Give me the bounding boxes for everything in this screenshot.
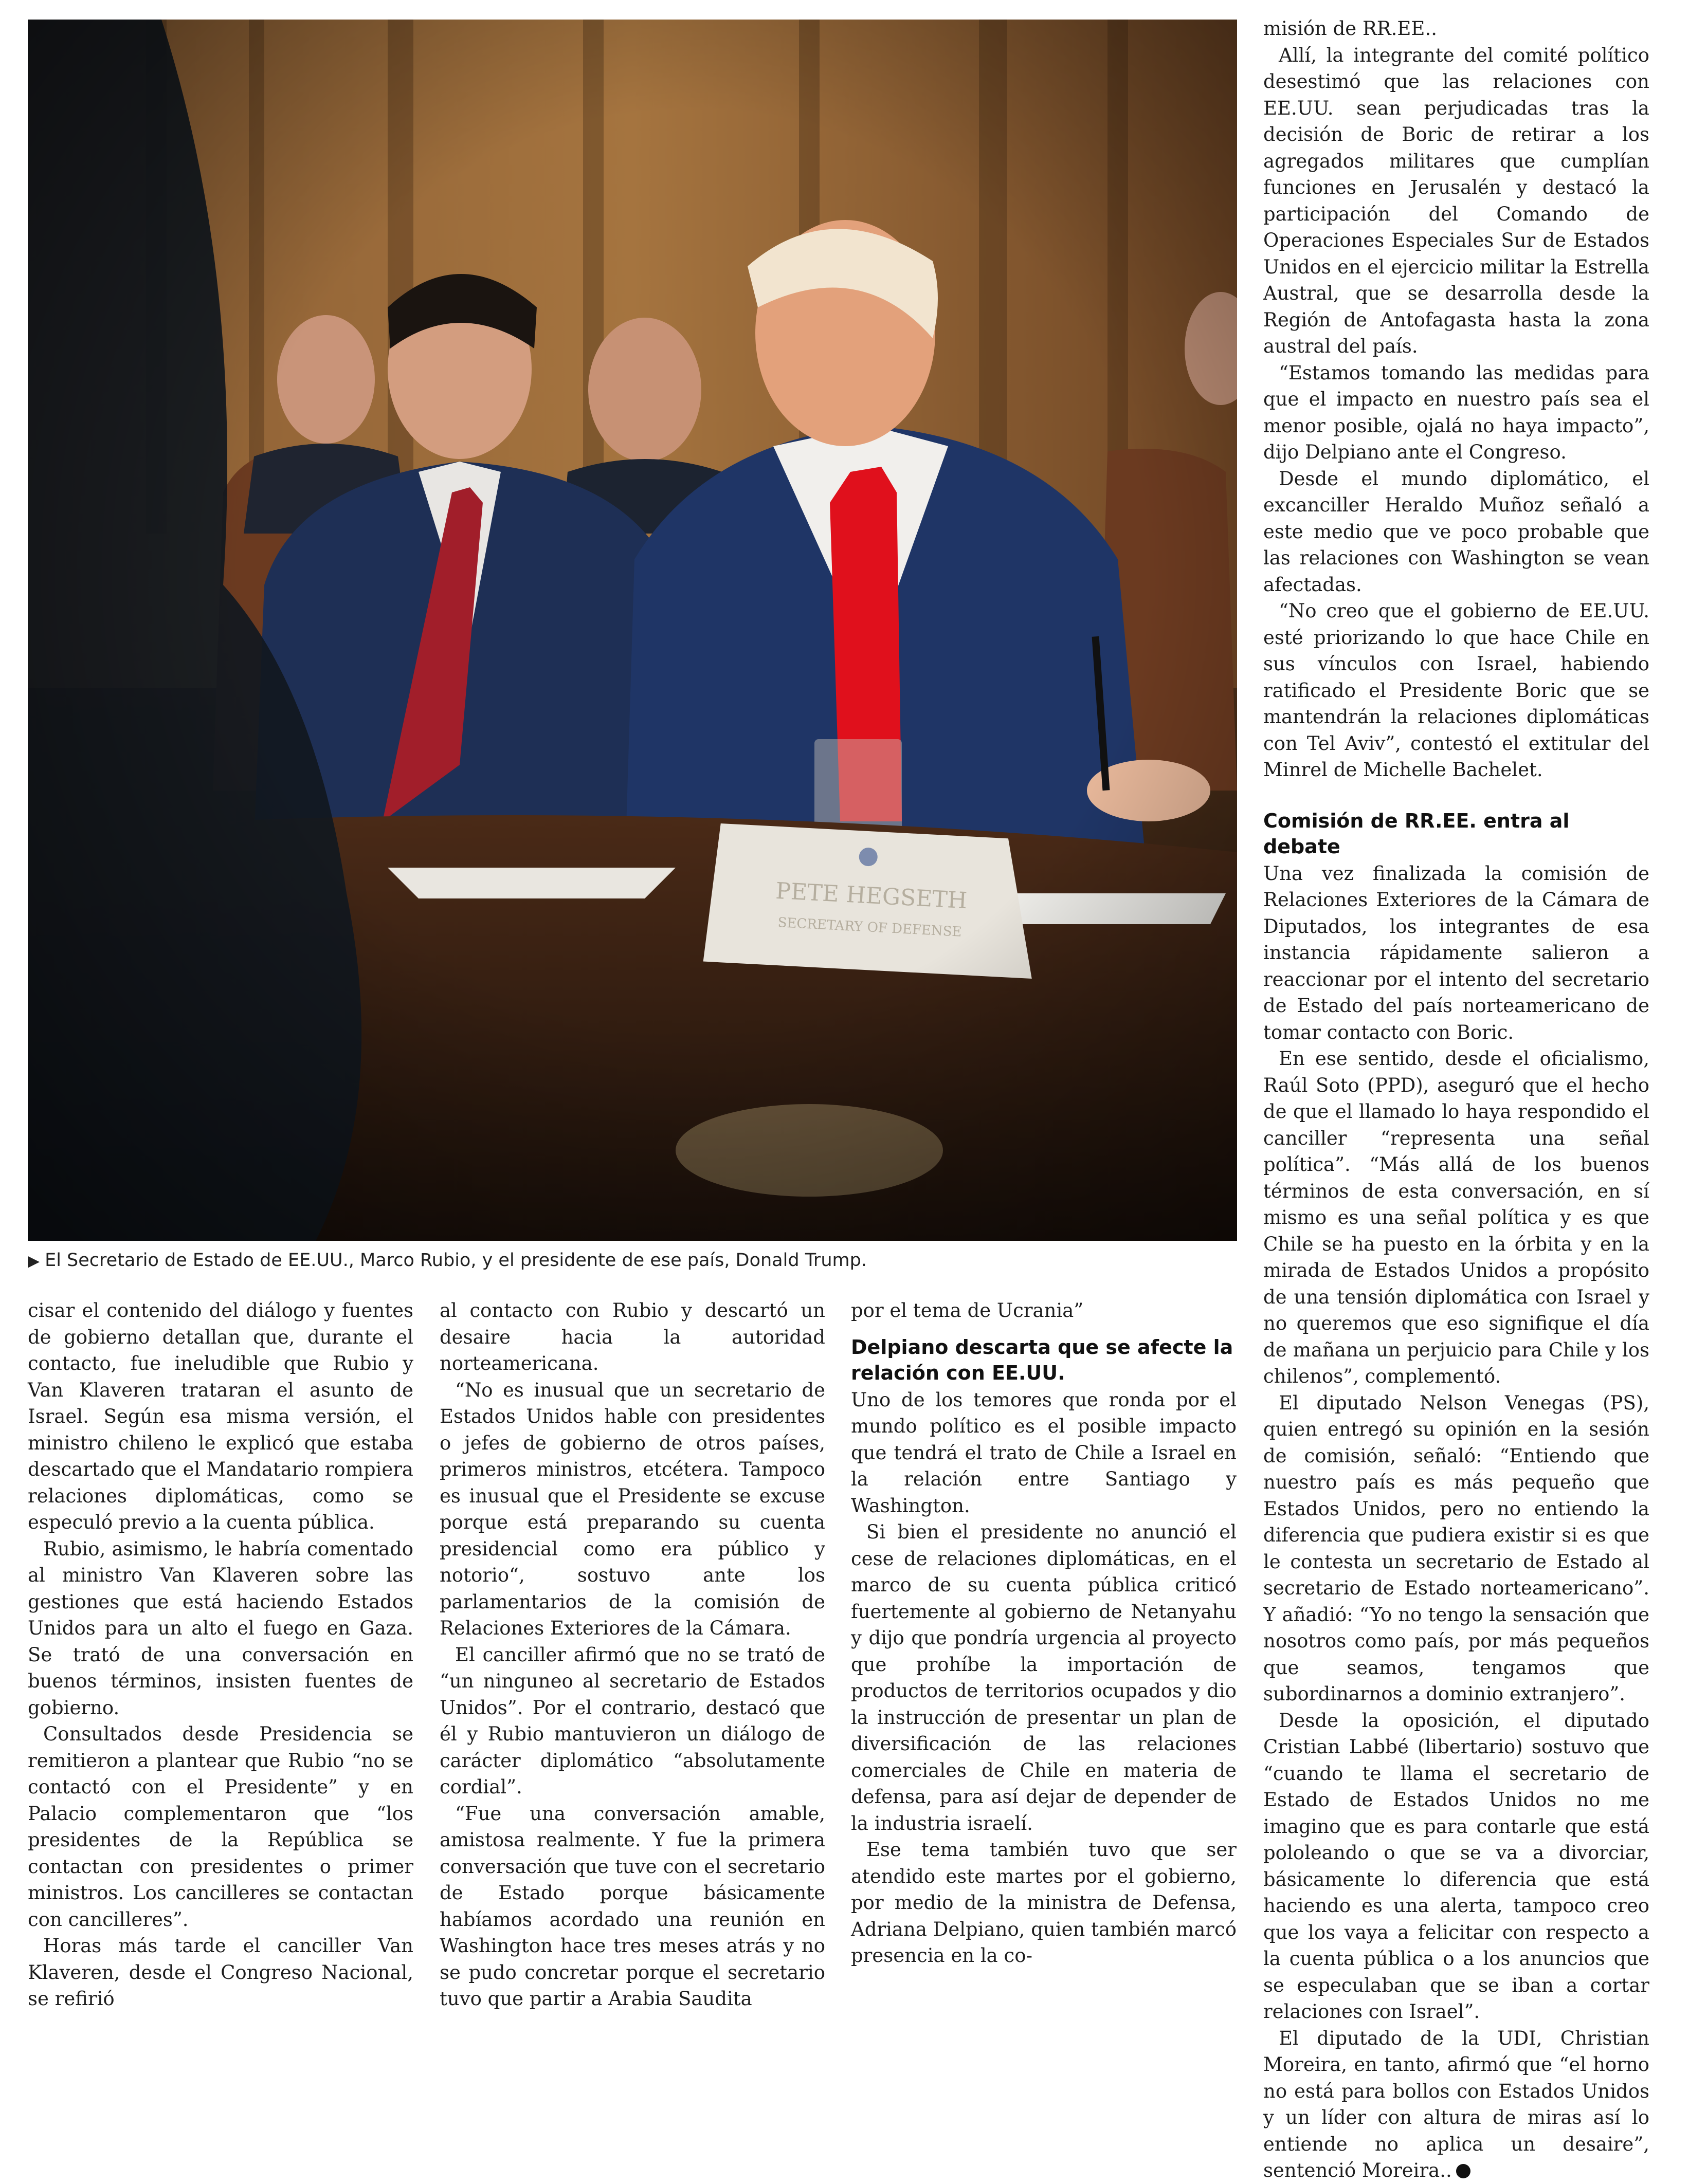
paragraph: Allí, la integrante del comité político desestimó que las relaciones con EE.UU. sean perjudicadas tras la decisión de Boric de retirar a los agregados militares que cumplían funciones en Jerusalén y destacó la participación del Comando de Operaciones Especiales Sur de Estados Unidos en el ejercicio militar la Estrella Austral, que se desarrolla desde la Región de Antofagasta hasta la zona austral del país. bbox=[1263, 44, 1649, 357]
paragraph: Ese tema también tuvo que ser atendido este martes por el gobierno, por medio de la ministra de Defensa, Adriana Delpiano, quien también marcó presencia en la co- bbox=[851, 1839, 1237, 1967]
paragraph: Desde la oposición, el diputado Cristian Labbé (libertario) sostuvo que “cuando te llama el secretario de Estado de Estados Unidos no me imagino que es para contarle que está pololeando o que se va a divorciar, básicamente lo diferencia que está haciendo es una alerta, tampoco creo que los vaya a felicitar con respecto a la cuenta pública o a los anuncios que se especulaban que se iban a cortar relaciones con Israel”. bbox=[1263, 1709, 1649, 2023]
article-column-4 bbox=[1263, 15, 1649, 2184]
news-photo bbox=[28, 20, 1237, 1241]
paragraph: “No es inusual que un secretario de Estados Unidos hable con presidentes o jefes de gobierno de otros países, primeros ministros, etcétera. Tampoco es inusual que el Presidente se excuse porque está preparando su cuenta presidencial como era público y notorio“, sostuvo ante los parlamentarios de la comisión de Relaciones Exteriores de la Cámara. bbox=[440, 1379, 825, 1639]
paragraph: “Estamos tomando las medidas para que el impacto en nuestro país sea el menor posible, ojalá no haya impacto”, dijo Delpiano ante el Congreso. bbox=[1263, 361, 1649, 463]
caption-text: El Secretario de Estado de EE.UU., Marco Rubio, y el presidente de ese país, Donald Trump. bbox=[45, 1250, 867, 1271]
paragraph: misión de RR.EE.. bbox=[1263, 17, 1437, 40]
article-column-2 bbox=[440, 1297, 825, 2012]
subheading-delpiano: Delpiano descarta que se afecte la relación con EE.UU. bbox=[851, 1335, 1233, 1384]
caption-arrow-icon: ▶ bbox=[28, 1252, 40, 1270]
article-column-1 bbox=[28, 1297, 413, 2012]
paragraph: “Fue una conversación amable, amistosa realmente. Y fue la primera conversación que tuve con el secretario de Estado porque básicamente habíamos acordado una reunión en Washington hace tres meses atrás y no se pudo concretar porque el secretario tuvo que partir a Arabia Saudita bbox=[440, 1802, 825, 2010]
paragraph: Consultados desde Presidencia se remitieron a plantear que Rubio “no se contactó con el Presidente” y en Palacio complementaron que “los presidentes de la República se contactan con presidentes o primer ministros. Los cancilleres se contactan con cancilleres”. bbox=[28, 1723, 413, 1931]
paragraph: “No creo que el gobierno de EE.UU. esté priorizando lo que hace Chile en sus vínculos con Israel, habiendo ratificado el Presidente Boric que se mantendrán la relaciones diplomáticas con Tel Aviv”, contestó el extitular del Minrel de Michelle Bachelet. bbox=[1263, 600, 1649, 781]
paragraph: Desde el mundo diplomático, el excanciller Heraldo Muñoz señaló a este medio que ve poco probable que las relaciones con Washington se vean afectadas. bbox=[1263, 467, 1649, 596]
paragraph: Rubio, asimismo, le habría comentado al ministro Van Klaveren sobre las gestiones que está haciendo Estados Unidos para un alto el fuego en Gaza. Se trató de una conversación en buenos términos, insisten fuentes de gobierno. bbox=[28, 1537, 413, 1719]
paragraph: Horas más tarde el canciller Van Klaveren, desde el Congreso Nacional, se refirió bbox=[28, 1935, 413, 2010]
paragraph: Uno de los temores que ronda por el mundo político es el posible impacto que tendrá el trato de Chile a Israel en la relación entre Santiago y Washington. bbox=[851, 1388, 1237, 1517]
paragraph: cisar el contenido del diálogo y fuentes de gobierno detallan que, durante el contacto, fue ineludible que Rubio y Van Klaveren trataran el asunto de Israel. Según esa misma versión, el ministro chileno le explicó que estaba descartado que el Mandatario rompiera relaciones diplomáticas, como se especuló previo a la cuenta pública. bbox=[28, 1299, 413, 1533]
paragraph-final bbox=[1263, 2025, 1649, 2184]
end-mark-icon bbox=[1456, 2164, 1470, 2178]
photo-illustration bbox=[28, 20, 1237, 1241]
article-column-3 bbox=[851, 1297, 1237, 1969]
paragraph: Si bien el presidente no anunció el cese de relaciones diplomáticas, en el marco de su cuenta pública criticó fuertemente al gobierno de Netanyahu y dijo que pondría urgencia al proyecto que prohíbe la importación de productos de territorios ocupados y dio la instrucción de presentar un plan de diversificación de las relaciones comerciales de Chile en materia de defensa, para así dejar de depender de la industria israelí. bbox=[851, 1521, 1237, 1834]
paragraph: El canciller afirmó que no se trató de “un ninguneo al secretario de Estados Unidos”. Por el contrario, destacó que él y Rubio mantuvieron un diálogo de carácter diplomático “absolutamente cordial”. bbox=[440, 1643, 825, 1798]
subheading-comision: Comisión de RR.EE. entra al debate bbox=[1263, 809, 1570, 858]
paragraph: En ese sentido, desde el oficialismo, Raúl Soto (PPD), aseguró que el hecho de que el llamado lo haya respondido el canciller “representa una señal política”. “Más allá de los buenos términos de esta conversación, en sí mismo es una señal política y es que Chile se ha puesto en la órbita y en la mirada de Estados Unidos a propósito de una tensión diplomática con Israel y no queremos que eso signifique el día de mañana un perjuicio para Chile y los chilenos”, complementó. bbox=[1263, 1048, 1649, 1387]
paragraph: El diputado Nelson Venegas (PS), quien entregó su opinión en la sesión de comisión, señaló: “Entiendo que nuestro país es más pequeño que Estados Unidos, pero no entiendo la diferencia que pudiera existir si es que le contesta un secretario de Estado al secretario de Estado norteamericano”. Y añadió: “Yo no tengo la sensación que nosotros como país, por más pequeños que seamos, tengamos que subordinarnos a dominio extranjero”. bbox=[1263, 1391, 1649, 1705]
photo-caption bbox=[28, 1245, 1237, 1276]
final-text: El diputado de la UDI, Christian Moreira, en tanto, afirmó que “el horno no está para bollos con Estados Unidos y un líder con altura de miras así lo entiende no aplica un desaire”, sentenció Moreira.. bbox=[1263, 2027, 1649, 2181]
paragraph: por el tema de Ucrania” bbox=[851, 1299, 1084, 1322]
paragraph: al contacto con Rubio y descartó un desaire hacia la autoridad norteamericana. bbox=[440, 1299, 825, 1374]
paragraph: Una vez finalizada la comisión de Relaciones Exteriores de la Cámara de Diputados, los integrantes de esa instancia rápidamente salieron a reaccionar por el intento del secretario de Estado del país norteamericano de tomar contacto con Boric. bbox=[1263, 862, 1649, 1043]
